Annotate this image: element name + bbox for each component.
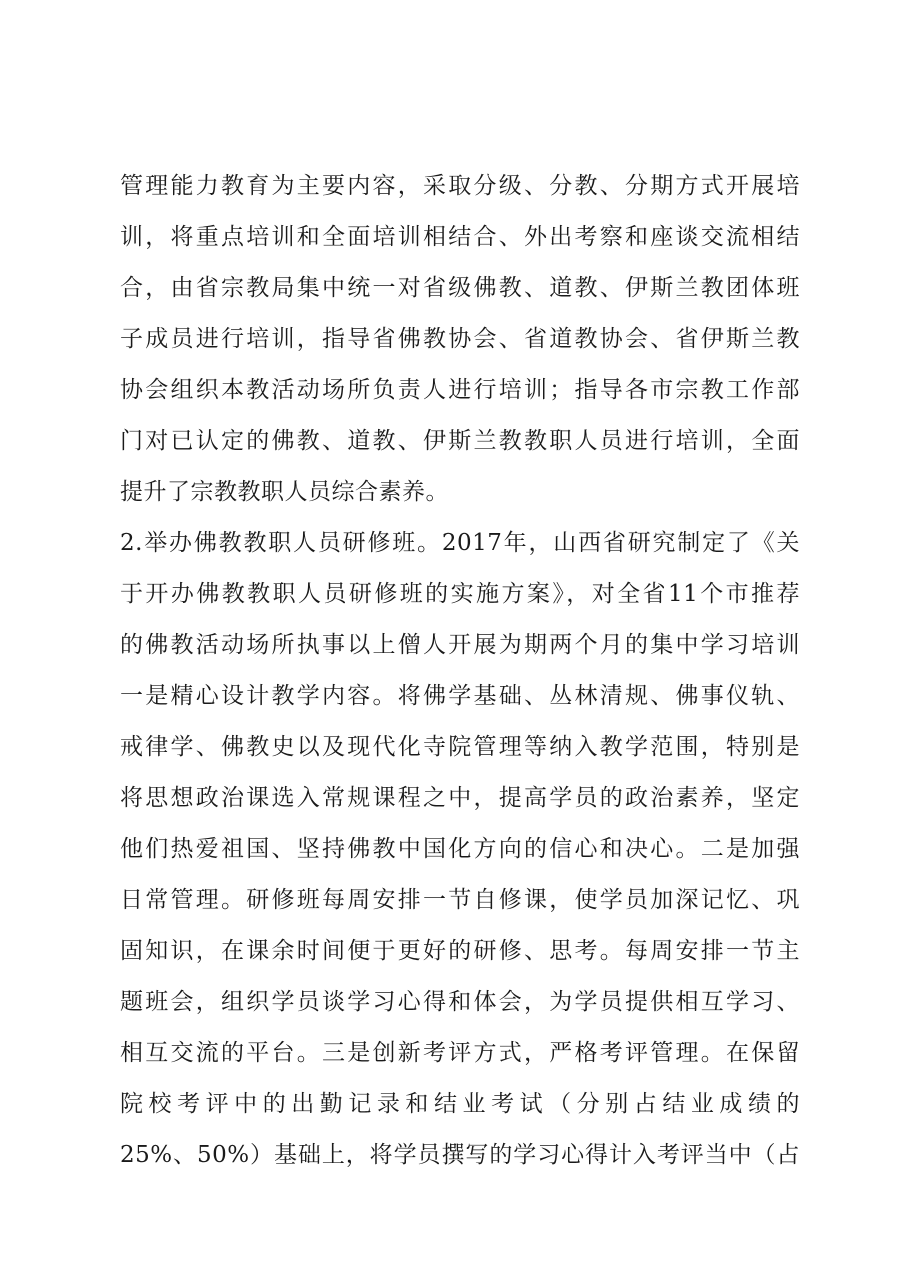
text-line: 相互交流的平台。三是创新考评方式，严格考评管理。在保留: [120, 1040, 800, 1066]
text-line: 门对已认定的佛教、道教、伊斯兰教教职人员进行培训，全面: [120, 428, 800, 454]
text-line: 25%、50%）基础上，将学员撰写的学习心得计入考评当中（占: [120, 1142, 800, 1168]
paragraph-end-line: 提升了宗教教职人员综合素养。: [120, 479, 449, 505]
text-line: 固知识，在课余时间便于更好的研修、思考。每周安排一节主: [120, 938, 800, 964]
text-line: 他们热爱祖国、坚持佛教中国化方向的信心和决心。二是加强: [120, 836, 800, 862]
text-line: 训，将重点培训和全面培训相结合、外出考察和座谈交流相结: [120, 224, 800, 250]
text-line: 管理能力教育为主要内容，采取分级、分教、分期方式开展培: [120, 173, 800, 199]
text-line: 一是精心设计教学内容。将佛学基础、丛林清规、佛事仪轨、: [120, 683, 800, 709]
text-line: 的佛教活动场所执事以上僧人开展为期两个月的集中学习培训: [120, 632, 800, 658]
text-line: 题班会，组织学员谈学习心得和体会，为学员提供相互学习、: [120, 989, 800, 1015]
text-line: 将思想政治课选入常规课程之中，提高学员的政治素养，坚定: [120, 785, 800, 811]
body-text: [120, 161, 800, 1181]
text-line: 戒律学、佛教史以及现代化寺院管理等纳入教学范围，特别是: [120, 734, 800, 760]
text-line: 院校考评中的出勤记录和结业考试（分别占结业成绩的: [120, 1091, 800, 1117]
text-line: 子成员进行培训，指导省佛教协会、省道教协会、省伊斯兰教: [120, 326, 800, 352]
section-heading-line: 2.举办佛教教职人员研修班。2017年，山西省研究制定了《关: [120, 530, 800, 556]
text-line: 协会组织本教活动场所负责人进行培训；指导各市宗教工作部: [120, 377, 800, 403]
text-line: 于开办佛教教职人员研修班的实施方案》，对全省11个市推荐: [120, 581, 800, 607]
text-line: 日常管理。研修班每周安排一节自修课，使学员加深记忆、巩: [120, 887, 800, 913]
text-line: 合，由省宗教局集中统一对省级佛教、道教、伊斯兰教团体班: [120, 275, 800, 301]
